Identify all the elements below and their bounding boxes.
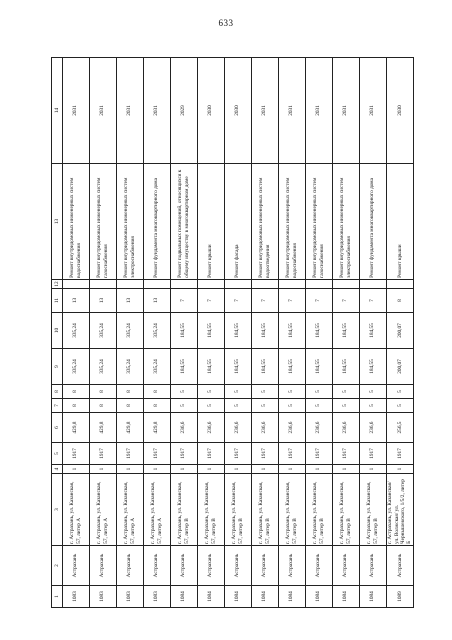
table-cell: Астрахань (170, 546, 197, 586)
column-header-14: 14 (52, 58, 63, 164)
table-cell: 184,55 (305, 349, 332, 385)
table-cell: 1084 (305, 586, 332, 608)
table-cell: 5 (170, 399, 197, 413)
table-cell: 184,55 (278, 313, 305, 349)
table-cell: 335,24 (62, 313, 89, 349)
table-cell: 1 (143, 465, 170, 474)
table-cell: 7 (224, 289, 251, 313)
table-cell: 5 (251, 385, 278, 399)
table-cell: г. Астрахань, ул. Казанская, 57, литер В (305, 474, 332, 546)
table-cell: 1084 (224, 586, 251, 608)
table-cell: 1083 (143, 586, 170, 608)
table-cell: г. Астрахань, ул. Казанская, 57, литер А (143, 474, 170, 546)
table-cell: 1083 (62, 586, 89, 608)
table-cell: 1917 (62, 443, 89, 465)
header-row (52, 58, 63, 608)
table-cell: Ремонт фундамента многоквартирного дома (359, 164, 386, 280)
table-row (305, 58, 332, 608)
table-cell: 335,24 (89, 313, 116, 349)
table-cell: 1 (332, 465, 359, 474)
table-cell: 184,55 (170, 349, 197, 385)
table-cell: 1917 (386, 443, 414, 465)
table-cell: 236,6 (170, 413, 197, 443)
table-cell: 236,6 (224, 413, 251, 443)
table-cell: 184,55 (332, 349, 359, 385)
table-cell: 1 (386, 465, 414, 474)
table-cell: 5 (359, 399, 386, 413)
table-cell: 1 (278, 465, 305, 474)
column-header-2: 2 (52, 546, 63, 586)
table-cell: Астрахань (224, 546, 251, 586)
table-cell: 13 (89, 289, 116, 313)
table-cell: 1917 (332, 443, 359, 465)
table-cell: 184,55 (170, 313, 197, 349)
table-cell: Ремонт подвальных помещений, относящихся к общему имуществу в многоквартирном доме (170, 164, 197, 280)
table-cell: 1084 (251, 586, 278, 608)
table-cell: 1 (224, 465, 251, 474)
table-cell: 1917 (251, 443, 278, 465)
column-header-1: 1 (52, 586, 63, 608)
table-cell (359, 280, 386, 289)
table-cell (251, 280, 278, 289)
table-row (116, 58, 143, 608)
table-cell: г. Астрахань, ул. Казанская, 57, литер В (170, 474, 197, 546)
table-cell: 13 (143, 289, 170, 313)
table-cell: Астрахань (116, 546, 143, 586)
table-cell: 8 (62, 385, 89, 399)
table-cell: 1084 (170, 586, 197, 608)
table-row (386, 58, 414, 608)
table-cell: 1917 (359, 443, 386, 465)
table-row (170, 58, 197, 608)
table-cell: 1917 (170, 443, 197, 465)
table-cell: 5 (278, 399, 305, 413)
table-cell: 5 (224, 385, 251, 399)
table-cell: Ремонт внутридомовых инженерных систем водоотведения (251, 164, 278, 280)
table-cell: 8 (143, 385, 170, 399)
table-cell: 1 (62, 465, 89, 474)
table-cell: 335,24 (62, 349, 89, 385)
table-cell: 5 (386, 399, 414, 413)
column-header-9: 9 (52, 349, 63, 385)
column-header-7: 7 (52, 399, 63, 413)
table-cell: г. Астрахань, ул. Казанская/ ул. Волжская/ ул. Чернышевского, 1/5/2, литер Б (386, 474, 414, 546)
table-cell: 184,55 (278, 349, 305, 385)
table-cell: Ремонт внутридомовых инженерных систем водоснабжения (62, 164, 89, 280)
table-cell: 236,6 (332, 413, 359, 443)
table-cell: 1084 (332, 586, 359, 608)
table-cell: 236,6 (251, 413, 278, 443)
table-cell: Ремонт внутридомовых инженерных систем газоснабжения (89, 164, 116, 280)
table-cell: Астрахань (386, 546, 414, 586)
table-cell: Астрахань (143, 546, 170, 586)
column-header-13: 13 (52, 164, 63, 280)
table-row (278, 58, 305, 608)
table-cell: Астрахань (305, 546, 332, 586)
table-cell: 1917 (143, 443, 170, 465)
table-cell (62, 280, 89, 289)
table-cell: 236,6 (197, 413, 224, 443)
table-cell: 5 (305, 385, 332, 399)
table-cell: 1084 (359, 586, 386, 608)
table-cell: 5 (332, 399, 359, 413)
table-cell: г. Астрахань, ул. Казанская, 57, литер В (332, 474, 359, 546)
table-cell: 335,24 (116, 313, 143, 349)
table-cell: 236,6 (278, 413, 305, 443)
table-cell: 5 (305, 399, 332, 413)
table-cell: 1917 (278, 443, 305, 465)
table-cell: 1083 (89, 586, 116, 608)
table-cell: Астрахань (332, 546, 359, 586)
table-cell: г. Астрахань, ул. Казанская, 57, литер А (89, 474, 116, 546)
table-cell (197, 280, 224, 289)
table-cell: Ремонт внутридомовых инженерных систем водоснабжения (278, 164, 305, 280)
table-cell: 8 (89, 399, 116, 413)
table-cell: 7 (359, 289, 386, 313)
table-cell: 184,55 (251, 313, 278, 349)
table-cell: 335,24 (143, 349, 170, 385)
table-cell: 8 (116, 385, 143, 399)
table-cell: 1 (89, 465, 116, 474)
table-cell: 5 (251, 399, 278, 413)
table-cell: 5 (197, 399, 224, 413)
table-cell: 184,55 (359, 313, 386, 349)
table-cell: 2031 (359, 58, 386, 164)
table-cell: г. Астрахань, ул. Казанская, 57, литер В (224, 474, 251, 546)
table-cell: 1083 (116, 586, 143, 608)
table-cell: 429,8 (143, 413, 170, 443)
table-cell: Ремонт крыши (197, 164, 224, 280)
table-cell: 7 (305, 289, 332, 313)
table-cell: 184,55 (251, 349, 278, 385)
table-cell: 1084 (197, 586, 224, 608)
table-cell: Ремонт внутридомовых инженерных систем электроснабжения (116, 164, 143, 280)
table-cell: 5 (359, 385, 386, 399)
table-row (332, 58, 359, 608)
table-cell: Ремонт внутридомовых инженерных систем газоснабжения (305, 164, 332, 280)
table-cell: Ремонт внутридомовых инженерных систем электроснабжения (332, 164, 359, 280)
table-cell: 2031 (143, 58, 170, 164)
table-cell: 2031 (251, 58, 278, 164)
table-cell: 8 (386, 289, 414, 313)
table-cell: 184,55 (224, 313, 251, 349)
table-cell: 1 (251, 465, 278, 474)
table-cell: 2031 (305, 58, 332, 164)
table-cell: 335,24 (116, 349, 143, 385)
table-cell: 1917 (305, 443, 332, 465)
table-cell: 200,07 (386, 313, 414, 349)
table-cell (143, 280, 170, 289)
column-header-6: 6 (52, 413, 63, 443)
table-row (62, 58, 89, 608)
table-cell (224, 280, 251, 289)
table-cell: 2030 (224, 58, 251, 164)
table-cell: 184,55 (305, 313, 332, 349)
table-row (224, 58, 251, 608)
table-cell: г. Астрахань, ул. Казанская, 57, литер В (251, 474, 278, 546)
table-row (359, 58, 386, 608)
table-cell: 13 (116, 289, 143, 313)
table-row (143, 58, 170, 608)
table-cell: 236,6 (305, 413, 332, 443)
table-cell: 1 (305, 465, 332, 474)
table-cell: Астрахань (251, 546, 278, 586)
table-cell: 7 (251, 289, 278, 313)
table-cell (278, 280, 305, 289)
table-row (197, 58, 224, 608)
table-cell: 184,55 (359, 349, 386, 385)
table-cell: Астрахань (278, 546, 305, 586)
column-header-12: 12 (52, 280, 63, 289)
table-cell: 7 (170, 289, 197, 313)
rotated-table (51, 58, 413, 608)
table-cell: г. Астрахань, ул. Казанская, 57, литер В (278, 474, 305, 546)
page-number: 633 (218, 18, 234, 28)
table-cell (170, 280, 197, 289)
table-cell: 1917 (116, 443, 143, 465)
table-cell: 1 (116, 465, 143, 474)
table-cell: 429,8 (62, 413, 89, 443)
table-row (251, 58, 278, 608)
table-cell: 5 (224, 399, 251, 413)
table-cell: 335,24 (143, 313, 170, 349)
table-cell: 13 (62, 289, 89, 313)
table-cell: 1 (359, 465, 386, 474)
table-cell: 1084 (278, 586, 305, 608)
table-cell: 5 (197, 385, 224, 399)
table-cell: 2029 (170, 58, 197, 164)
table-row (89, 58, 116, 608)
table-cell: 335,24 (89, 349, 116, 385)
table-cell: 1917 (197, 443, 224, 465)
table-cell: г. Астрахань, ул. Казанская, 57, литер А (116, 474, 143, 546)
column-header-5: 5 (52, 443, 63, 465)
table-cell: 184,55 (332, 313, 359, 349)
table-cell: Астрахань (62, 546, 89, 586)
table-cell: 1 (170, 465, 197, 474)
table-cell: 8 (143, 399, 170, 413)
table-cell: 8 (62, 399, 89, 413)
table-cell: 7 (332, 289, 359, 313)
table-cell: 184,55 (197, 349, 224, 385)
table-cell: 429,8 (89, 413, 116, 443)
table-cell: 2030 (386, 58, 414, 164)
table-cell: 2030 (197, 58, 224, 164)
table-cell: г. Астрахань, ул. Казанская, 57, литер А (62, 474, 89, 546)
table-cell: 2031 (332, 58, 359, 164)
table-cell: 184,55 (197, 313, 224, 349)
column-header-10: 10 (52, 313, 63, 349)
table-cell: 5 (386, 385, 414, 399)
table-cell (89, 280, 116, 289)
table-cell: 8 (116, 399, 143, 413)
table-cell: 256,5 (386, 413, 414, 443)
table-cell: 2031 (116, 58, 143, 164)
table-cell: 184,55 (224, 349, 251, 385)
table-cell (386, 280, 414, 289)
table-cell: Астрахань (197, 546, 224, 586)
table-cell: Астрахань (359, 546, 386, 586)
table-cell: 7 (197, 289, 224, 313)
table-cell: 2031 (278, 58, 305, 164)
table-cell: Ремонт фасада (224, 164, 251, 280)
table-cell: 2031 (89, 58, 116, 164)
rotated-table-area (51, 58, 413, 608)
table-cell: 236,6 (359, 413, 386, 443)
column-header-8: 8 (52, 385, 63, 399)
table-cell: г. Астрахань, ул. Казанская, 57, литер В (197, 474, 224, 546)
column-header-3: 3 (52, 474, 63, 546)
table-cell: 2031 (62, 58, 89, 164)
table-cell: Астрахань (89, 546, 116, 586)
table-cell: Ремонт крыши (386, 164, 414, 280)
repair-program-table (51, 57, 414, 608)
table-cell (116, 280, 143, 289)
table-cell: 1089 (386, 586, 414, 608)
table-cell: 5 (332, 385, 359, 399)
table-cell (332, 280, 359, 289)
table-cell: 8 (89, 385, 116, 399)
table-cell: Ремонт фундамента многоквартирного дома (143, 164, 170, 280)
table-cell: 7 (278, 289, 305, 313)
table-cell: 1917 (89, 443, 116, 465)
table-cell: 5 (278, 385, 305, 399)
column-header-11: 11 (52, 289, 63, 313)
column-header-4: 4 (52, 465, 63, 474)
table-cell (305, 280, 332, 289)
table-cell: г. Астрахань, ул. Казанская, 57, литер В (359, 474, 386, 546)
table-cell: 1 (197, 465, 224, 474)
table-cell: 1917 (224, 443, 251, 465)
table-cell: 429,8 (116, 413, 143, 443)
table-cell: 5 (170, 385, 197, 399)
table-cell: 200,07 (386, 349, 414, 385)
